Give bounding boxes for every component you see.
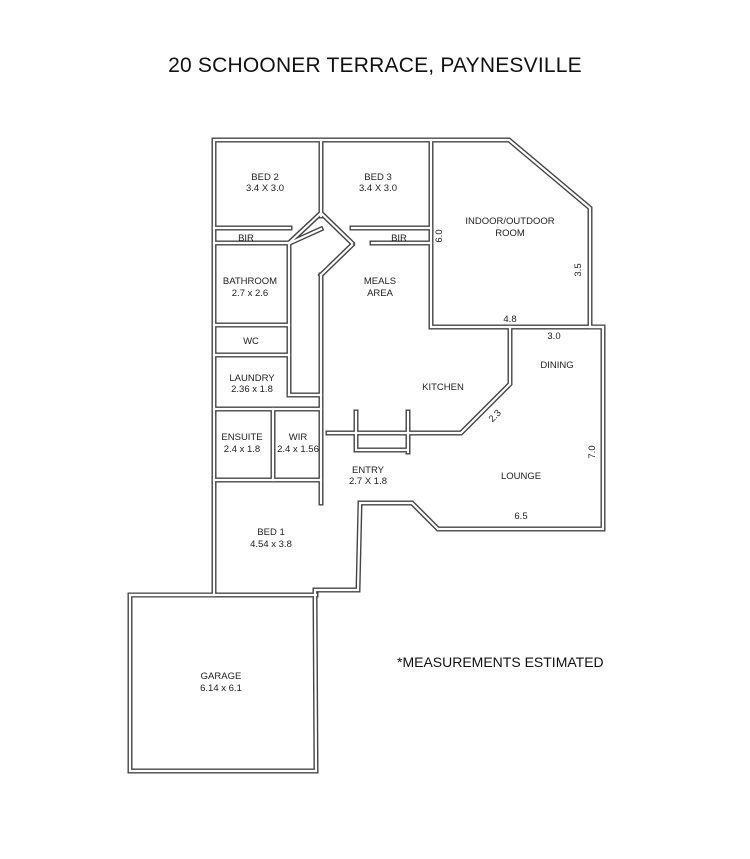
dining-label: DINING bbox=[540, 360, 574, 371]
bed1-label: BED 1 bbox=[257, 527, 285, 538]
bathroom-label: BATHROOM bbox=[222, 276, 278, 287]
indoor-outdoor-label: INDOOR/OUTDOOR bbox=[465, 216, 555, 227]
dim-indoor-height: 6.0 bbox=[434, 229, 445, 243]
laundry-label: LAUNDRY bbox=[229, 373, 275, 384]
garage-label: GARAGE bbox=[200, 671, 242, 682]
indoor-outdoor-label-2: ROOM bbox=[495, 228, 525, 239]
bed3-size: 3.4 X 3.0 bbox=[358, 183, 398, 194]
bed2-size: 3.4 X 3.0 bbox=[245, 183, 285, 194]
dim-indoor-right: 3.5 bbox=[573, 263, 584, 277]
page-title: 20 SCHOONER TERRACE, PAYNESVILLE bbox=[168, 54, 582, 77]
wc-label: WC bbox=[243, 336, 259, 347]
meals-label-2: AREA bbox=[367, 288, 393, 299]
bir-right-label: BIR bbox=[391, 233, 407, 244]
wall-meals-left bbox=[321, 245, 352, 503]
entry-size: 2.7 X 1.8 bbox=[348, 476, 388, 487]
bathroom-size: 2.7 x 2.6 bbox=[231, 288, 269, 299]
bed1-size: 4.54 x 3.8 bbox=[250, 539, 292, 550]
bed2-label: BED 2 bbox=[251, 172, 279, 183]
dim-lounge-width: 6.5 bbox=[514, 511, 528, 522]
bir-left-label: BIR bbox=[238, 233, 254, 244]
dim-lounge-height: 7.0 bbox=[587, 445, 598, 459]
kitchen-label: KITCHEN bbox=[422, 382, 464, 393]
wir-size: 2.4 x 1.56 bbox=[277, 444, 319, 455]
entry-label: ENTRY bbox=[351, 465, 385, 476]
dim-kitchen-diagonal: 2.3 bbox=[486, 407, 504, 425]
ensuite-size: 2.4 x 1.8 bbox=[223, 444, 261, 455]
wir-label: WIR bbox=[288, 432, 308, 443]
dim-indoor-width: 4.8 bbox=[503, 314, 517, 325]
dim-dining-width: 3.0 bbox=[547, 331, 561, 342]
laundry-size: 2.36 x 1.8 bbox=[231, 384, 273, 395]
meals-label: MEALS bbox=[363, 276, 397, 287]
bed3-label: BED 3 bbox=[364, 172, 392, 183]
measurements-note: *MEASUREMENTS ESTIMATED bbox=[397, 654, 604, 670]
ensuite-label: ENSUITE bbox=[221, 432, 263, 443]
garage-size: 6.14 x 6.1 bbox=[200, 683, 242, 694]
lounge-label: LOUNGE bbox=[500, 471, 542, 482]
